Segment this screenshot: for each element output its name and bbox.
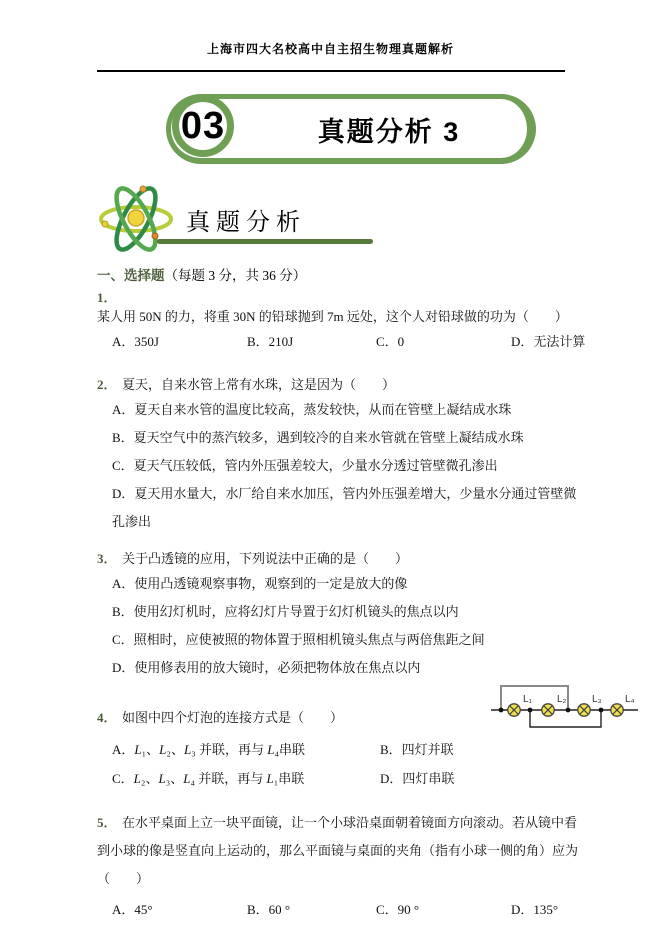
- part-note: （每题 3 分，共 36 分）: [164, 268, 307, 283]
- options: [97, 901, 587, 919]
- option-c: C．0: [376, 334, 405, 349]
- node-2: [528, 708, 533, 713]
- section-title: 真题分析: [186, 210, 306, 236]
- circuit-diagram: [486, 669, 660, 731]
- part-heading: [97, 264, 587, 284]
- lamp-3-icon: [578, 704, 590, 716]
- question-2: [97, 375, 587, 536]
- node-1: [499, 708, 504, 713]
- option-c: C．照相时，应使被照的物体置于照相机镜头焦点与两倍焦距之间: [112, 632, 485, 647]
- node-4: [599, 708, 604, 713]
- question-number: 1．: [97, 290, 117, 305]
- question-statement: 某人用 50N 的力，将重 30N 的铅球抛到 7m 远处，这个人对铅球做的功为（ ）: [97, 309, 568, 324]
- option-b: B．四灯并联: [380, 742, 454, 757]
- question-statement: 夏天，自来水管上常有水珠，这是因为（ ）: [122, 377, 396, 392]
- option-a: A．350J: [112, 334, 159, 349]
- atom-icon: [98, 182, 176, 256]
- chapter-badge: [166, 94, 536, 164]
- option-c: C．L₂、L₃、L₄ 并联，再与 L₁串联: [112, 771, 305, 786]
- question-number: 2．: [97, 377, 117, 392]
- questions-area: [97, 264, 587, 919]
- header-divider: [97, 70, 565, 72]
- question-3: [97, 549, 587, 682]
- options: [97, 570, 587, 682]
- chapter-number: 03: [180, 104, 226, 147]
- option-a: A．45°: [112, 902, 153, 917]
- lamp-1-label: L₁: [523, 694, 532, 705]
- option-a: A．L₁、L₂、L₃ 并联，再与 L₄串联: [112, 742, 306, 757]
- options: [97, 333, 587, 351]
- part-label: 一、选择题: [97, 268, 165, 283]
- option-b: B．210J: [247, 334, 294, 349]
- question-1: [97, 288, 587, 351]
- question-list: [97, 288, 587, 919]
- node-3: [566, 708, 571, 713]
- question-text: [97, 549, 587, 568]
- option-c: C．90 °: [376, 902, 420, 917]
- section-underline: [157, 239, 373, 244]
- document-header: [0, 40, 661, 57]
- options: [97, 396, 587, 536]
- question-text: [97, 375, 587, 394]
- question-statement: 如图中四个灯泡的连接方式是（ ）: [122, 710, 344, 725]
- option-b: B．使用幻灯机时，应将幻灯片导置于幻灯机镜头的焦点以内: [112, 604, 459, 619]
- lamp-3-label: L₃: [592, 694, 602, 705]
- option-a: A．夏天自来水管的温度比较高，蒸发较快，从而在管壁上凝结成水珠: [112, 402, 512, 417]
- option-d: D．使用修表用的放大镜时，必须把物体放在焦点以内: [112, 660, 421, 675]
- question-statement: 关于凸透镜的应用，下列说法中正确的是（ ）: [122, 551, 409, 566]
- option-a: A．使用凸透镜观察事物，观察到的一定是放大的像: [112, 576, 408, 591]
- header-title: 上海市四大名校高中自主招生物理真题解析: [206, 42, 454, 56]
- option-d: D．135°: [511, 902, 559, 917]
- lamp-2-icon: [542, 704, 554, 716]
- options: [97, 735, 587, 793]
- option-d: D．无法计算: [511, 334, 586, 349]
- question-number: 3．: [97, 551, 117, 566]
- chapter-number-circle: [172, 95, 234, 157]
- option-b: B．60 °: [247, 902, 291, 917]
- question-text: [97, 809, 587, 893]
- option-c: C．夏天气压较低，管内外压强差较大，少量水分透过管壁微孔渗出: [112, 458, 498, 473]
- option-b: B．夏天空气中的蒸汽较多，遇到较冷的自来水管就在管壁上凝结成水珠: [112, 430, 524, 445]
- lamp-1-icon: [508, 704, 520, 716]
- lamp-4-icon: [611, 704, 623, 716]
- lamp-2-label: L₂: [557, 694, 567, 705]
- chapter-title: 真题分析 3: [317, 116, 461, 147]
- question-number: 4．: [97, 710, 117, 725]
- option-d: D．夏天用水量大，水厂给自来水加压，管内外压强差增大，少量水分通过管壁微孔渗出: [112, 486, 577, 529]
- question-statement: 在水平桌面上立一块平面镜，让一个小球沿桌面朝着镜面方向滚动。若从镜中看到小球的像是竖直向上运动的，那么平面镜与桌面的夹角（指有小球一侧的角）应为（ ）: [97, 815, 579, 886]
- question-number: 5．: [97, 815, 117, 830]
- option-d: D．四灯串联: [380, 771, 455, 786]
- question-5: [97, 809, 587, 919]
- question-text: [97, 288, 587, 326]
- lamp-4-label: L₄: [625, 694, 635, 705]
